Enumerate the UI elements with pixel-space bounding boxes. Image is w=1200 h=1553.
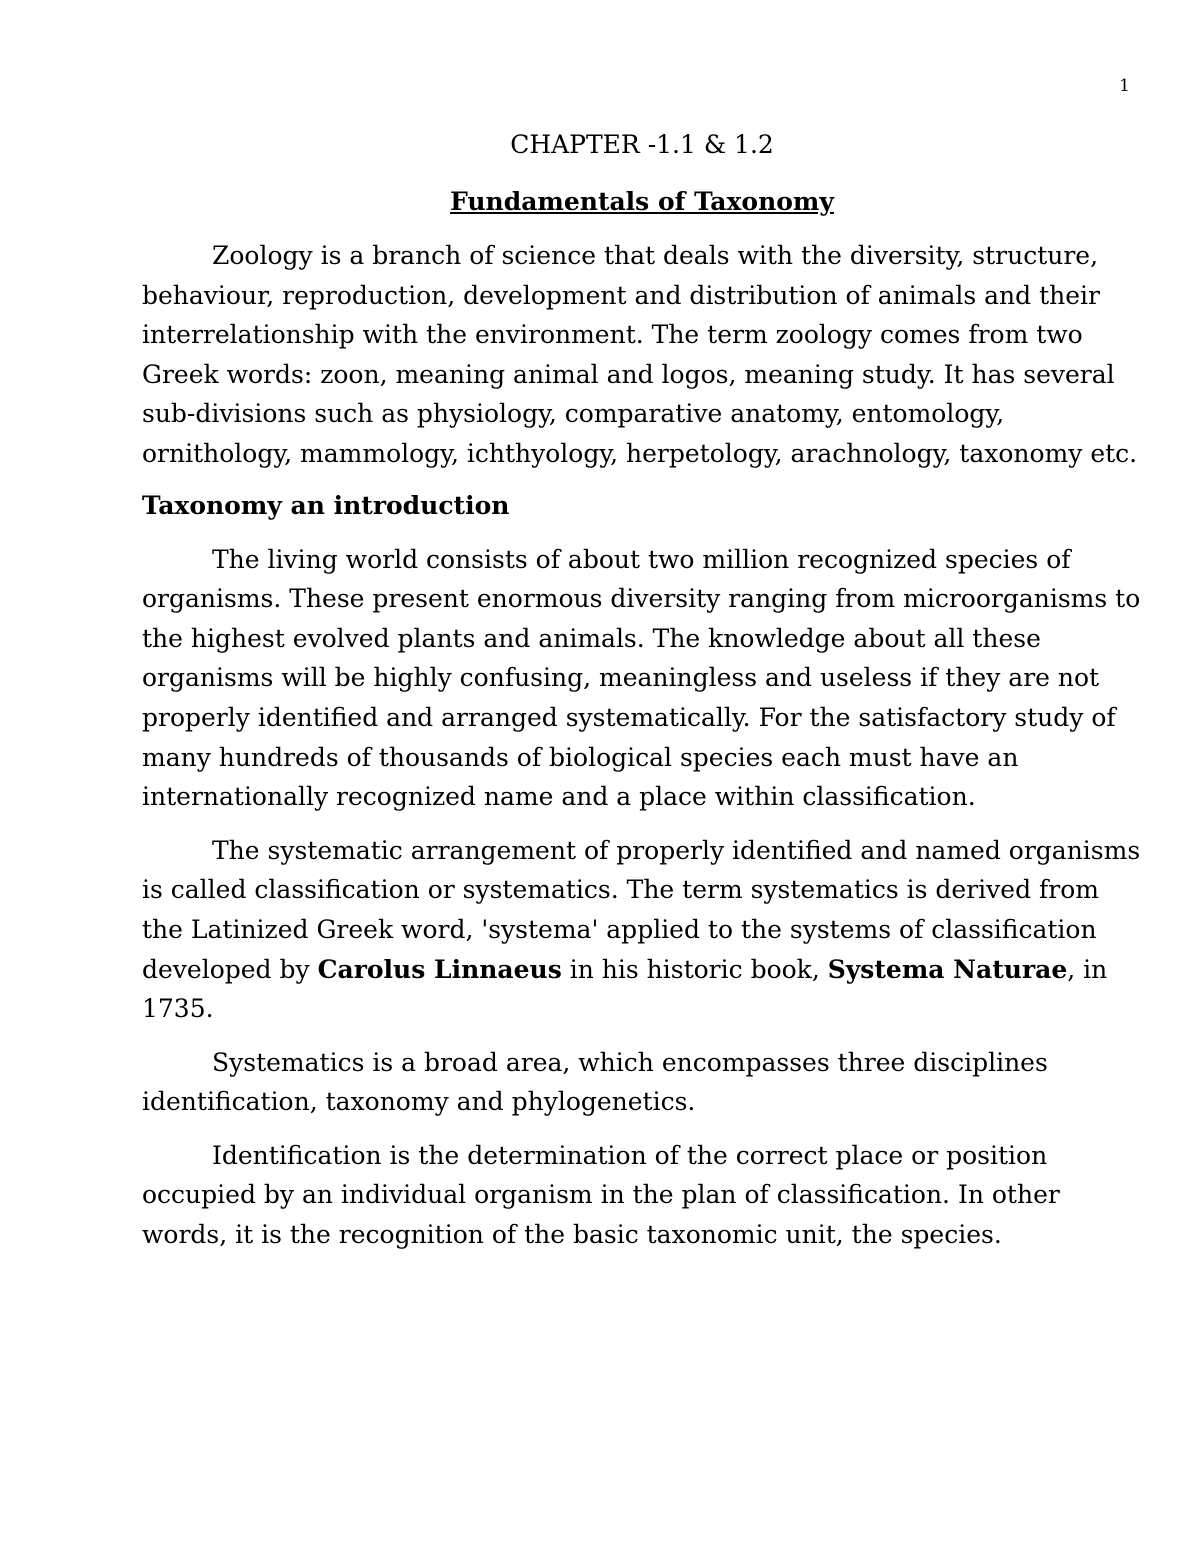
- author-name: Carolus Linnaeus: [317, 954, 562, 984]
- section-heading: Taxonomy an introduction: [142, 490, 510, 520]
- systematics-text-part2: in his historic book,: [561, 954, 828, 984]
- page-number: 1: [1119, 76, 1130, 96]
- book-title: Systema Naturae: [827, 954, 1068, 984]
- systematics-text-part3: , in 1735.: [142, 954, 1108, 1024]
- chapter-heading: CHAPTER -1.1 & 1.2: [510, 130, 774, 159]
- identification-paragraph: Identification is the determination of the correct place or position occupied by an individual organism in the plan of classification. In other words, it is the recognition of the basic taxonomic unit, the species.: [142, 1140, 1060, 1250]
- living-world-paragraph: The living world consists of about two million recognized species of organisms. These present enormous diversity ranging from microorganisms to the highest evolved plants and animals. The knowledge about all these organisms will be highly confusing, meaningless and useless if they are not properly identified and arranged systematically. For the satisfactory study of many hundreds of thousands of biological species each must have an internationally recognized name and a place within classification.: [142, 544, 1141, 812]
- disciplines-paragraph: Systematics is a broad area, which encompasses three disciplines identification, taxonomy and phylogenetics.: [142, 1047, 1048, 1117]
- document-title: Fundamentals of Taxonomy: [450, 187, 834, 216]
- intro-paragraph: Zoology is a branch of science that deals with the diversity, structure, behaviour, reproduction, development and distribution of animals and their interrelationship with the environment. The term zoology comes from two Greek words: zoon, meaning animal and logos, meaning study. It has several sub-divisions such as physiology, comparative anatomy, entomology, ornithology, mammology, ichthyology, herpetology, arachnology, taxonomy etc.: [142, 241, 1138, 468]
- page-content: [142, 128, 1142, 1270]
- systematics-text-part1: The systematic arrangement of properly identified and named organisms is called classification or systematics. The term systematics is derived from the Latinized Greek word, 'systema' applied to the systems of classification developed by: [142, 835, 1141, 984]
- systematics-paragraph: [142, 831, 1142, 1029]
